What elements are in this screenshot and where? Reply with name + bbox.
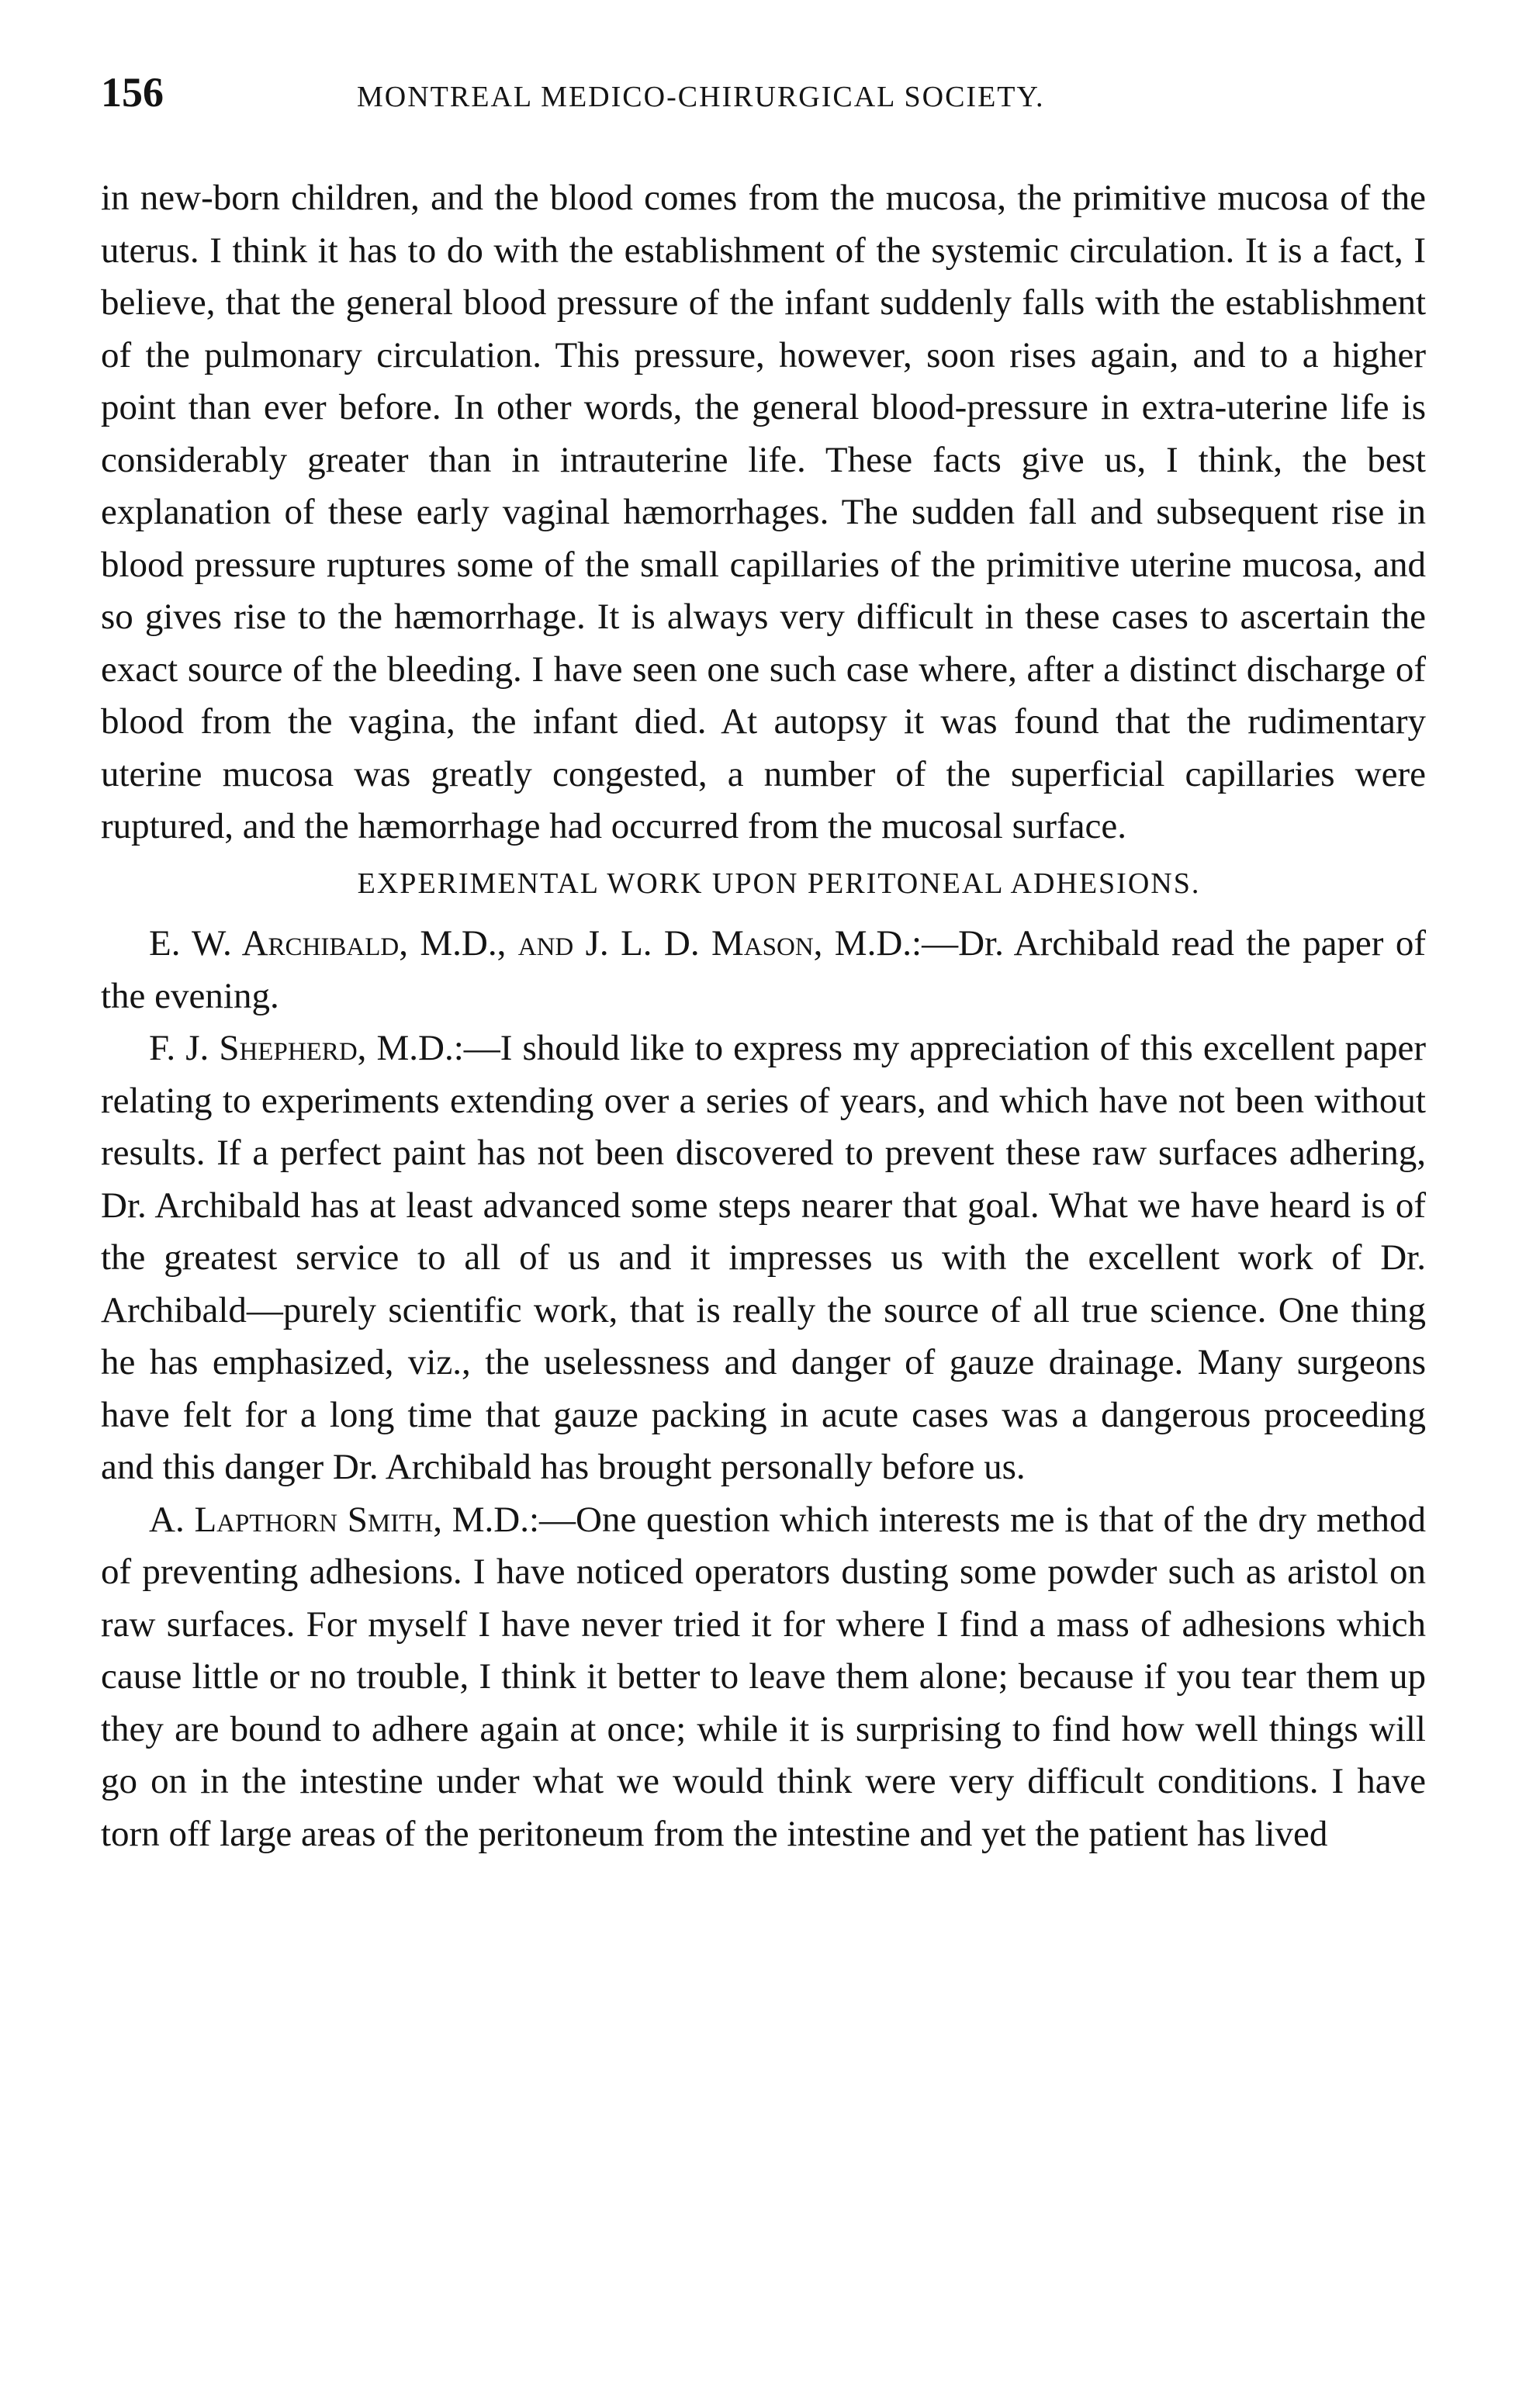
entry-text: :—Dr. Archibald read the paper of the evening. <box>101 923 1426 1016</box>
running-head: MONTREAL MEDICO-CHIRURGICAL SOCIETY. <box>357 81 1045 113</box>
body-paragraph: in new-born children, and the blood comes from the mucosa, the primitive mucosa of the uterus. I think it has to do with the establishment of the systemic circulation. It is a fact, I believe, that the general blood pressure of the infant suddenly falls with the establishment of the pulmonary circulation. This pressure, however, soon rises again, and to a higher point than ever before. In other words, the general blood-pressure in extra-uterine life is considerably greater than in intrauterine life. These facts give us, I think, the best explanation of these early vaginal hæmorrhages. The sudden fall and subsequent rise in blood pressure ruptures some of the small capillaries of the primitive uterine mucosa, and so gives rise to the hæmorrhage. It is always very difficult in these cases to ascertain the exact source of the bleeding. I have seen one such case where, after a distinct discharge of blood from the vagina, the infant died. At autopsy it was found that the rudimentary uterine mucosa was greatly congested, a number of the superficial capillaries were ruptured, and the hæmorrhage had occurred from the mucosal surface. <box>101 178 1426 846</box>
entry-text: :—I should like to express my appreciation of this excellent paper relating to experiments extending over a series of years, and which have not been without results. If a perfect paint has not been discovered to prevent these raw surfaces adhering, Dr. Archibald has at least advanced some steps nearer that goal. What we have heard is of the greatest service to all of us and it impresses us with the excellent work of Dr. Archibald—purely scientific work, that is really the source of all true science. One thing he has emphasized, viz., the uselessness and danger of gauze drainage. Many surgeons have felt for a long time that gauze packing in acute cases was a dangerous proceeding and this danger Dr. Archibald has brought personally before us. <box>101 1028 1426 1487</box>
section-heading: EXPERIMENTAL WORK UPON PERITONEAL ADHESIONS. <box>357 867 1201 900</box>
page-number: 156 <box>101 69 164 116</box>
entry-text: :—One question which interests me is that of the dry method of preventing adhesions. I have noticed operators dusting some powder such as aristol on raw surfaces. For myself I have never tried it for where I find a mass of adhesions which cause little or no trouble, I think it better to leave them alone; because if you tear them up they are bound to adhere again at once; while it is surprising to find how well things will go on in the intestine under what we would think were very difficult conditions. I have torn off large areas of the peritoneum from the intestine and yet the patient has lived <box>101 1499 1427 1854</box>
speaker-name: E. W. Archibald, M.D., and J. L. D. Mason, M.D. <box>149 923 912 964</box>
speaker-name: A. Lapthorn Smith, M.D. <box>149 1499 529 1540</box>
speaker-name: F. J. Shepherd, M.D. <box>149 1028 454 1068</box>
discussion-entry-lapthorn-smith <box>101 1494 1426 1861</box>
discussion-entry-shepherd <box>101 1022 1426 1494</box>
page-header <box>101 68 1426 130</box>
discussion-entry-archibald-mason <box>101 918 1426 1022</box>
